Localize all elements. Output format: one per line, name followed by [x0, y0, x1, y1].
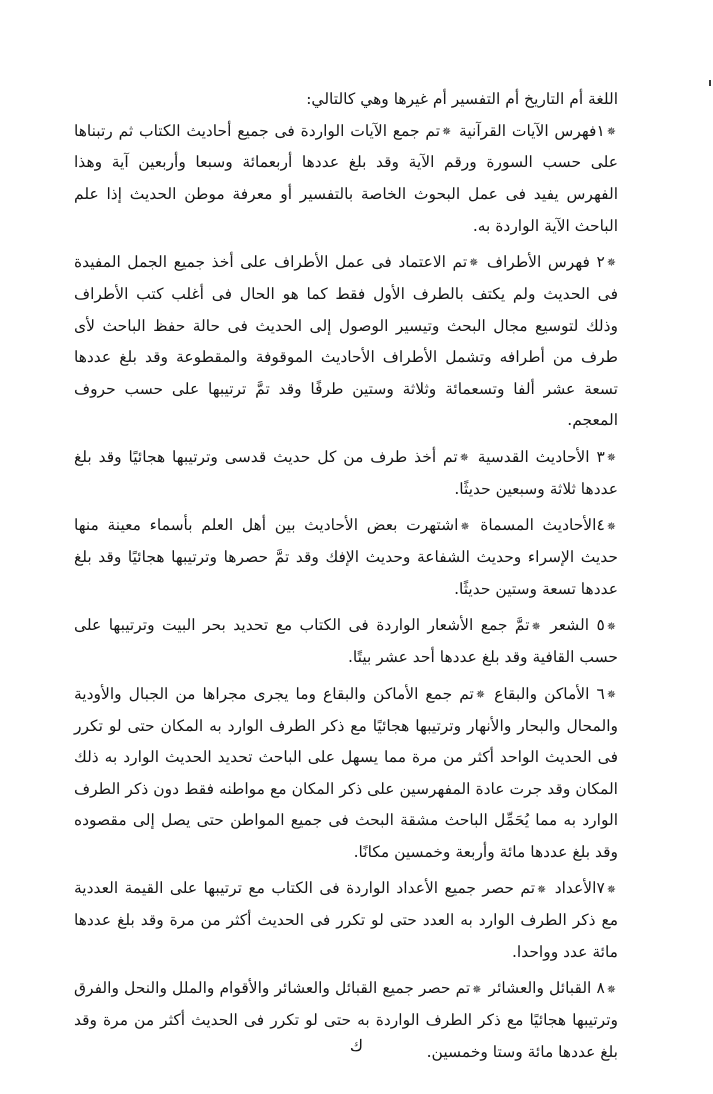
section-places	[74, 679, 618, 869]
star-icon: ✵	[442, 124, 452, 138]
star-icon: ✵	[472, 982, 482, 996]
star-icon: ✵	[460, 519, 470, 533]
section-heading: ٨ القبائل والعشائر	[488, 979, 605, 998]
star-icon: ✵	[606, 619, 616, 633]
section-text: تم الاعتماد فى عمل الأطراف على أخذ جميع الجمل المفيدة فى الحديث ولم يكتف بالطرف الأول فقط كما هو الحال فى أغلب كتب الأطراف وذلك لتوسيع مجال البحث وتيسير الوصول إلى الحديث فى حالة حفظ الباحث لأى طرف من أطرافه وتشمل الأطراف الأحاديث الموقوفة والمقطوعة وقد بلغ عددها تسعة عشر ألفا وتسعمائة وثلاثة وستين طرفًا وقد تمَّ ترتيبها على حسب حروف المعجم.	[74, 253, 618, 430]
intro-line: اللغة أم التاريخ أم التفسير أم غيرها وهي كالتالي:	[306, 90, 618, 108]
section-text: تم أخذ طرف من كل حديث قدسى وترتيبها هجائيًا وقد بلغ عددها ثلاثة وسبعين حديثًا.	[74, 447, 618, 498]
section-named-hadith	[74, 510, 618, 605]
section-heading: ٤الأحاديث المسماة	[480, 516, 605, 535]
star-icon: ✵	[606, 687, 616, 701]
star-icon: ✵	[606, 451, 616, 465]
section-heading: ٧الأعداد	[554, 879, 605, 898]
section-heading: ٢ فهرس الأطراف	[486, 253, 605, 272]
star-icon: ✵	[531, 619, 541, 633]
section-text: تم حصر جميع القبائل والعشائر والأقوام والملل والنحل والفرق وترتيبها هجائيًا مع ذكر الطرف الواردة به حتى لو تكرر فى الحديث أكثر من مرة وقد بلغ عددها مائة وستا وخمسين.	[74, 979, 618, 1061]
star-icon: ✵	[459, 451, 469, 465]
page-number: ك	[349, 1036, 364, 1055]
section-quran-verses-index	[74, 116, 618, 243]
section-text: اشتهرت بعض الأحاديث بين أهل العلم بأسماء معينة منها حديث الإسراء وحديث الشفاعة وحديث الإفك وقد تمَّ حصرها وترتيبها هجائيًا وقد بلغ عددها تسعة وستين حديثًا.	[74, 516, 618, 598]
scan-edge-mark	[709, 80, 711, 86]
section-text: تم حصر جميع الأعداد الواردة فى الكتاب مع ترتيبها على القيمة العددية مع ذكر الطرف الوارد به العدد حتى لو تكرر فى الحديث أكثر من مرة وقد بلغ عددها مائة عدد وواحدا.	[74, 879, 618, 961]
section-heading: ٥ الشعر	[550, 616, 605, 635]
star-icon: ✵	[606, 882, 616, 896]
star-icon: ✵	[606, 124, 616, 138]
star-icon: ✵	[469, 256, 479, 270]
section-poetry	[74, 610, 618, 673]
star-icon: ✵	[537, 882, 547, 896]
section-heading: ٦ الأماكن والبقاع	[494, 684, 605, 703]
section-numbers	[74, 873, 618, 968]
section-text: تمَّ جمع الأشعار الواردة فى الكتاب مع تحديد بحر البيت وترتيبها على حسب القافية وقد بلغ عددها أحد عشر بيتًا.	[74, 616, 618, 667]
body-text	[74, 84, 618, 1073]
section-text: تم جمع الآيات الواردة فى جميع أحاديث الكتاب ثم رتبناها على حسب السورة ورقم الآية وقد بلغ عددها أربعمائة وسبعا وأربعين آية وهذا الفهرس يفيد فى عمل البحوث الخاصة بالتفسير أو معرفة موطن الحديث إذا علم الباحث الآية الواردة به.	[74, 121, 618, 235]
section-heading: ١فهرس الآيات القرآنية	[459, 121, 605, 140]
section-atraf-index	[74, 247, 618, 437]
star-icon: ✵	[606, 519, 616, 533]
star-icon: ✵	[475, 687, 486, 701]
section-heading: ٣ الأحاديث القدسية	[477, 447, 605, 466]
section-text: تم جمع الأماكن والبقاع وما يجرى مجراها من الجبال والأودية والمحال والبحار والأنهار وترتيبها هجائيًا مع ذكر الطرف الوارد به المكان حتى لو تكرر فى الحديث الواحد أكثر من مرة مما يسهل على الباحث تحديد الحديث الوارد به ذلك المكان وقد جرت عادة المفهرسين على ذكر المكان مع مواطنه فقط دون ذكر الطرف الوارد به مما يُحَمِّل الباحث مشقة البحث فى جميع المواطن حتى يصل إلى مقصوده وقد بلغ عددها مائة وأربعة وخمسين مكانًا.	[74, 684, 618, 861]
star-icon: ✵	[606, 982, 616, 996]
star-icon: ✵	[606, 256, 616, 270]
section-qudsi-hadith	[74, 442, 618, 505]
